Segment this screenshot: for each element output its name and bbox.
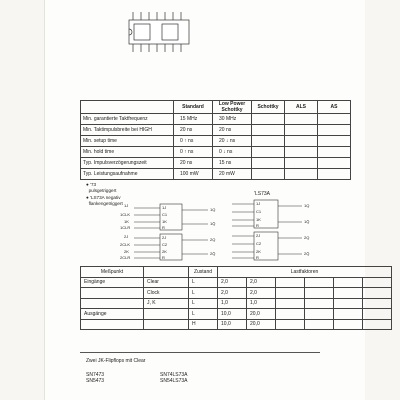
pin-label: R [162, 225, 165, 230]
table-row [81, 125, 351, 136]
spec-lps: 20 ↓ ns [213, 136, 252, 147]
table-row: Clock L 2,0 2,0 [81, 288, 392, 299]
logic-diagram-73 [104, 196, 234, 274]
spec-standard: 0 ↑ ns [174, 136, 213, 147]
load-factor-table [80, 266, 392, 330]
diagram-title: 'LS73A [254, 191, 270, 197]
pin-label: 1Q [210, 207, 216, 212]
pin-label: C2 [162, 242, 168, 247]
table-row [81, 114, 351, 125]
pin-label: 1Q̄ [210, 221, 216, 226]
spec-standard: 100 mW [174, 169, 213, 180]
spec-header-als: ALS [285, 101, 318, 114]
pin-label: 2K [162, 249, 167, 254]
device-description: Zwei JK-Flipflops mit Clear [86, 358, 146, 364]
table-row [81, 158, 351, 169]
type-name: SN5473 [86, 378, 105, 384]
spec-param: Min. garantierte Taktfrequenz [81, 114, 174, 125]
logic-diagram-ls73a [224, 190, 334, 274]
divider [80, 352, 320, 353]
spec-standard: 20 ns [174, 158, 213, 169]
note-ls73a: 'LS73A negativ [90, 195, 121, 200]
pin-label: 2Q [210, 237, 216, 242]
spec-table [80, 100, 351, 180]
table-row: J, K L 1,0 1,0 [81, 298, 392, 309]
spec-param: Min. setup time [81, 136, 174, 147]
pin-label: 1CLR [120, 225, 131, 230]
trigger-notes: ● '73 pulsgetriggert ● 'LS73A negativ flankengetriggert [86, 182, 123, 206]
sw-header-zustand: Zustand [189, 267, 218, 278]
pin-label: 1J [124, 203, 129, 208]
spec-param: Typ. Leistungsaufnahme [81, 169, 174, 180]
sw-header-lastfaktoren: Lastfaktoren [218, 267, 392, 278]
table-row [81, 136, 351, 147]
spec-header-param [81, 101, 174, 114]
spec-header-standard: Standard [174, 101, 213, 114]
pin-label: 1J [162, 205, 167, 210]
spec-header-as: AS [318, 101, 351, 114]
note-73-desc: pulsgetriggert [88, 187, 117, 193]
table-row: Ausgänge L 10,0 20,0 [81, 309, 392, 320]
table-row [81, 169, 351, 180]
spec-header-row [81, 101, 351, 114]
spec-header-schottky: Schottky [252, 101, 285, 114]
svg-text:2K: 2K [256, 249, 261, 254]
spec-standard: 15 MHz [174, 114, 213, 125]
table-row: Eingänge Clear L 2,0 2,0 [81, 277, 392, 288]
pin-label: 2J [124, 234, 129, 239]
svg-text:R: R [256, 255, 259, 260]
spec-lps: 30 MHz [213, 114, 252, 125]
pin-label: 2CLK [120, 242, 131, 247]
type-name: SN54LS73A [160, 378, 188, 384]
chip-pinout-diagram [126, 10, 192, 54]
spec-lps: 0 ↓ ns [213, 147, 252, 158]
pin-label: 1K [124, 219, 129, 224]
pin-label: 2Q̄ [210, 251, 216, 256]
spec-standard: 0 ↑ ns [174, 147, 213, 158]
spec-param: Typ. Impulsverzögerungszeit [81, 158, 174, 169]
type-list-ls [160, 372, 188, 384]
sw-header-messpunkt: Meßpunkt [81, 267, 144, 278]
pin-label: 2CLR [120, 255, 131, 260]
svg-text:1Q: 1Q [304, 203, 310, 208]
pin-label: C1 [162, 212, 168, 217]
note-ls73a-desc: flankengetriggert [88, 200, 123, 206]
pin-label: 1K [162, 219, 167, 224]
pin-label: 1CLK [120, 212, 131, 217]
spec-header-lps: Low Power Schottky [213, 101, 252, 114]
svg-text:2Q̄: 2Q̄ [304, 251, 310, 256]
pin-label: 2K [124, 249, 129, 254]
table-row: H 10,0 20,0 [81, 319, 392, 330]
table-row [81, 147, 351, 158]
spec-standard: 20 ns [174, 125, 213, 136]
svg-text:2J: 2J [256, 233, 261, 238]
note-73: '73 [90, 182, 97, 187]
type-name: SN74LS73A [160, 372, 188, 378]
svg-text:R: R [256, 223, 259, 228]
svg-text:1K: 1K [256, 217, 261, 222]
spec-lps: 20 ns [213, 125, 252, 136]
pin-label: R [162, 255, 165, 260]
pin-label: 2J [162, 235, 167, 240]
sw-header-row [81, 267, 392, 278]
spec-param: Min. Taktimpulsbreite bei HIGH [81, 125, 174, 136]
type-list-standard [86, 372, 104, 384]
svg-text:1Q̄: 1Q̄ [304, 219, 310, 224]
svg-text:C1: C1 [256, 209, 262, 214]
type-name: SN7473 [86, 372, 105, 378]
spec-lps: 20 mW [213, 169, 252, 180]
svg-text:C2: C2 [256, 241, 262, 246]
svg-text:2Q: 2Q [304, 235, 310, 240]
spec-lps: 15 ns [213, 158, 252, 169]
spec-param: Min. hold time [81, 147, 174, 158]
svg-text:1J: 1J [256, 201, 261, 206]
